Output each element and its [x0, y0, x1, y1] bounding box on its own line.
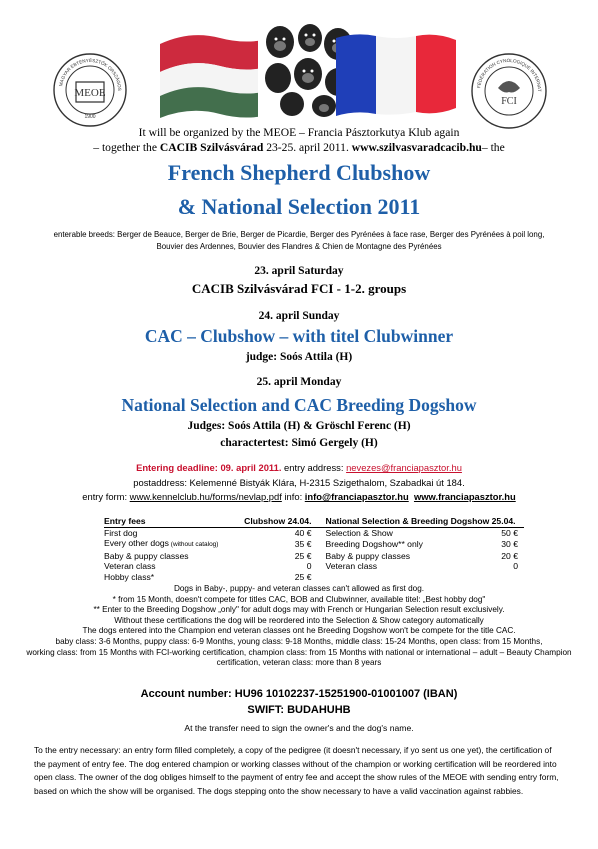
- meoe-logo: [52, 52, 128, 128]
- fee-value: [465, 572, 524, 583]
- entry-form-line: [0, 491, 598, 502]
- entry-form-link[interactable]: www.kennelclub.hu/forms/nevlap.pdf: [129, 491, 282, 502]
- day1-title: CACIB Szilvásvárad FCI - 1-2. groups: [191, 281, 407, 296]
- fee-label: Hobby class*: [104, 571, 155, 582]
- table-row: [104, 561, 524, 572]
- fee-label: Veteran class: [325, 561, 378, 572]
- fee-label-note: (without catalog): [168, 541, 219, 549]
- info-email-link[interactable]: info@franciapasztor.hu: [304, 491, 409, 502]
- breeds-line-1: enterable breeds: Berger de Beauce, Berger de Brie, Berger de Picardie, Berger des Pyrénées à face rase, Berger des Pyrénées à poil long,: [53, 230, 545, 239]
- note-line: working class: from 15 Months with FCI-working certification, champion class: from 15 Months with national or international – adult – Beauty Champion: [26, 647, 572, 657]
- entry-address-label: entry address:: [281, 462, 347, 473]
- day2-date: 24. april Sunday: [258, 310, 340, 322]
- svg-text:FÉDÉRATION CYNOLOGIQUE INTERNA: FÉDÉRATION CYNOLOGIQUE INTERNAT: [476, 57, 543, 92]
- fee-label: [325, 572, 465, 583]
- fees-header-entry: Entry fees: [104, 516, 224, 527]
- fee-value: 25 €: [294, 550, 312, 561]
- note-line: Without these certifications the dog will be reordered into the Selection & Show category automatically: [114, 615, 484, 625]
- fee-label: Veteran class: [104, 561, 156, 572]
- note-line: ** Enter to the Breeding Dogshow „only" for adult dogs may with French or Hungarian Selection result exclusively.: [93, 605, 505, 615]
- entry-fees-table: [104, 516, 524, 583]
- breeds-line-2: Bouvier des Ardennes, Bouvier des Flandres & Chien de Montagne des Pyrénées: [156, 242, 442, 251]
- fee-label: Baby & puppy classes: [325, 550, 411, 561]
- entry-deadline: Entering deadline: 09. april 2011.: [136, 462, 282, 473]
- intro-dates: 23-25. april 2011.: [263, 141, 352, 154]
- intro-prefix: – together the: [93, 141, 160, 154]
- table-row: [104, 572, 524, 583]
- intro-line-1: It will be organized by the MEOE – Francia Pásztorkutya Klub again: [138, 126, 460, 139]
- svg-text:MAGYAR EBTENYÉSZTŐK ORSZÁGOS E: MAGYAR EBTENYÉSZTŐK ORSZÁGOS: [58, 57, 123, 91]
- fee-value: 40 €: [294, 527, 312, 538]
- fee-value: 0: [513, 561, 518, 572]
- swift-code: SWIFT: BUDAHUHB: [247, 704, 351, 716]
- fees-header-row: [104, 516, 524, 527]
- intro-line-2: [0, 141, 598, 154]
- notes-block: [0, 584, 598, 669]
- day2-title: CAC – Clubshow – with titel Clubwinner: [144, 326, 454, 346]
- day3-judges: Judges: Soós Attila (H) & Gröschl Ferenc (H): [187, 420, 411, 432]
- fee-value: 35 €: [294, 539, 312, 550]
- page-title-line-2: & National Selection 2011: [177, 194, 421, 219]
- paragraph-line: based on which the show will be organised. The dogs stepping onto the show necessary to have a valid vaccination against rabbies.: [34, 785, 524, 796]
- page-title-line-1: French Shepherd Clubshow: [167, 160, 431, 185]
- day2-judge: judge: Soós Attila (H): [245, 351, 353, 363]
- fee-label: Baby & puppy classes: [104, 550, 189, 561]
- day3-charactertest: charactertest: Simó Gergely (H): [220, 437, 378, 449]
- fee-label-text: Every other dogs: [104, 538, 169, 549]
- svg-text:MEOE: MEOE: [74, 87, 106, 99]
- fci-logo: [470, 52, 548, 130]
- paragraph-line: To the entry necessary: an entry form filled completely, a copy of the pedigree (it doesn't necessary, if yo sent us one yet), the certification of: [34, 745, 552, 755]
- fees-header-clubshow: Clubshow 24.04.: [224, 516, 317, 527]
- day3-title: National Selection and CAC Breeding Dogshow: [121, 395, 477, 415]
- svg-text:1900: 1900: [84, 114, 96, 120]
- svg-text:FCI: FCI: [501, 96, 517, 107]
- fee-value: 30 €: [501, 539, 518, 550]
- info-website-link[interactable]: www.franciapasztor.hu: [413, 491, 516, 502]
- table-row: [104, 538, 524, 551]
- fee-value: 20 €: [501, 550, 518, 561]
- fee-label: Breeding Dogshow** only: [325, 539, 423, 550]
- note-line: * from 15 Month, doesn't compete for titles CAC, BOB and Clubwinner, available titel: „Best hobby dog": [112, 594, 486, 604]
- table-row: [104, 527, 524, 538]
- note-line: Dogs in Baby-, puppy- and veteran classes can't allowed as first dog.: [173, 584, 425, 593]
- entry-postal-address: postaddress: Kelemenné Bistyák Klára, H-2315 Szigethalom, Szabadkai út 184.: [133, 477, 465, 488]
- fee-value: 0: [306, 561, 312, 572]
- fee-label: [104, 538, 224, 551]
- fees-header-selection: National Selection & Breeding Dogshow 25.04.: [325, 516, 524, 527]
- table-row: [104, 551, 524, 562]
- intro-website-link[interactable]: www.szilvasvaradcacib.hu: [351, 141, 482, 154]
- entry-address-email-link[interactable]: nevezes@franciapasztor.hu: [346, 462, 462, 473]
- fee-label: Selection & Show: [325, 527, 393, 538]
- paragraph-line: open class. The owner of the dog obliges himself to the payment of entry fee and accept the show rules of the MEOE with sending entry form,: [34, 772, 559, 783]
- fee-label: First dog: [104, 527, 138, 538]
- paragraph-line: the payment of entry fee. The dog entered champion or working classes without of the champion or working certification will be reordered into: [34, 758, 557, 769]
- fee-value: 50 €: [501, 527, 518, 538]
- note-line: baby class: 3-6 Months, puppy class: 6-9 Months, young class: 9-18 Months, middle class: 15-24 Months, open class: from 15 Months,: [55, 636, 543, 646]
- account-number: Account number: HU96 10102237-15251900-01001007 (IBAN): [140, 688, 458, 700]
- transfer-note: At the transfer need to sign the owner's and the dog's name.: [184, 723, 414, 733]
- french-flag: [336, 30, 456, 118]
- note-line: The dogs entered into the Champion end veteran classes ont he Breeding Dogshow won't be compete for the title CAC.: [82, 626, 516, 636]
- intro-cacib: CACIB Szilvásvárad: [159, 141, 264, 154]
- entry-form-label: entry form:: [82, 491, 130, 502]
- note-line: certification, veteran class: more than 8 years: [216, 658, 382, 668]
- entry-deadline-line: [0, 462, 598, 473]
- entry-requirements-paragraph: [34, 744, 566, 798]
- intro-suffix: – the: [481, 141, 505, 154]
- fee-value: 25 €: [294, 571, 312, 582]
- day1-date: 23. april Saturday: [254, 265, 344, 277]
- day3-date: 25. april Monday: [256, 376, 342, 388]
- info-label: info:: [281, 491, 305, 502]
